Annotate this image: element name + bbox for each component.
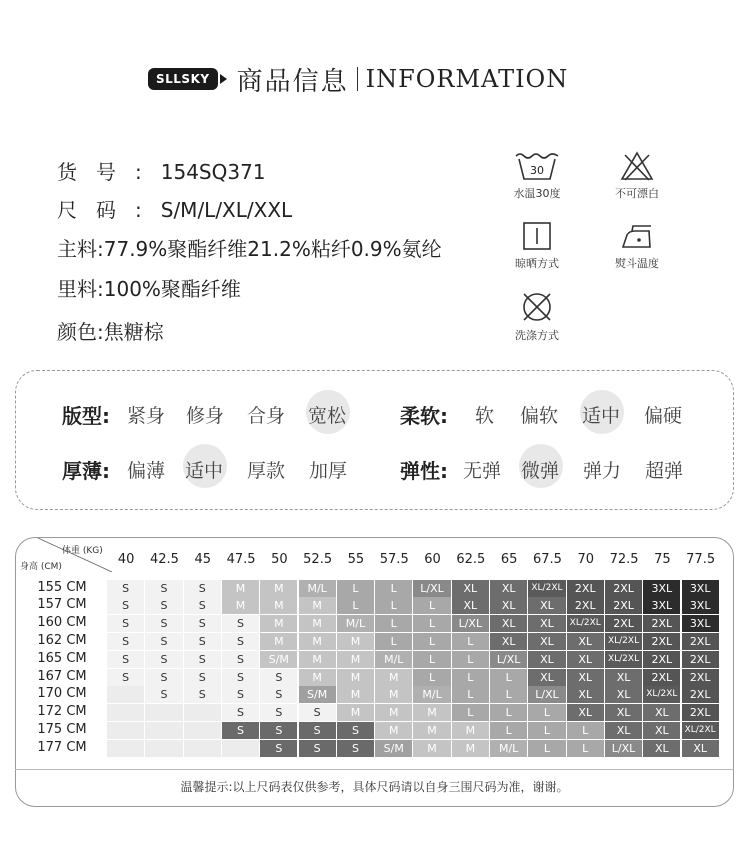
size-cell: 3XL [643,597,680,614]
size-cell: S [145,669,182,686]
size-cell: S [145,651,182,668]
size-cell: XL [567,633,604,650]
size-cell: S [299,722,336,739]
size-cell [145,740,182,757]
size-cell: S [260,686,297,703]
size-cell: XL [567,686,604,703]
size-cell: S [184,686,221,703]
size-cell: L [375,597,412,614]
size-cell: XL [490,597,527,614]
stretch-option-selected: 微弹 [521,460,560,482]
weight-col-header: 42.5 [149,552,179,567]
stretch-option: 无弹 [463,460,502,482]
size-cell: XL [567,704,604,721]
size-cell: XL [490,580,527,597]
size-label: 尺码: [57,198,161,222]
stretch-option: 弹力 [583,460,622,482]
size-cell: S [260,740,297,757]
size-cell: M [375,669,412,686]
dry-icon [520,220,554,252]
size-cell: XL [605,722,642,739]
size-cell: L [452,633,489,650]
size-cell: XL/2XL [567,615,604,632]
size-cell: M [260,633,297,650]
size-cell: L [375,633,412,650]
size-cell: L [567,722,604,739]
size-cell: S [145,580,182,597]
color-label: 颜色: [57,320,104,344]
size-cell: S [299,704,336,721]
size-cell: 2XL [567,580,604,597]
size-cell: S [107,633,144,650]
thickness-option: 偏薄 [127,460,166,482]
size-cell: L [337,597,374,614]
size-cell: L [413,597,450,614]
size-cell: L [413,633,450,650]
weight-col-header: 45 [194,552,212,567]
size-cell [184,722,221,739]
weight-col-header: 57.5 [379,552,409,567]
size-cell: XL [567,651,604,668]
size-cell: S [260,704,297,721]
care-iron-label: 熨斗温度 [615,257,659,270]
size-cell: M [337,686,374,703]
size-cell: M [413,740,450,757]
size-cell: 2XL [605,615,642,632]
thickness-label: 厚薄: [62,459,110,483]
size-cell: M/L [490,740,527,757]
size-cell [107,686,144,703]
size-cell: M [222,597,259,614]
weight-col-header: 47.5 [226,552,256,567]
size-cell: M [375,722,412,739]
care-dry [502,220,572,271]
height-row-header: 167 CM [37,668,87,684]
size-cell: S [222,633,259,650]
header [148,63,568,95]
size-cell: S [107,651,144,668]
size-cell: M [337,704,374,721]
size-cell: 2XL [682,669,719,686]
size-cell: L [528,704,565,721]
size-cell: L/XL [490,651,527,668]
softness-option: 偏硬 [644,405,683,427]
thickness-option-selected: 适中 [185,460,224,482]
size-cell: XL [490,633,527,650]
height-header: 身高 (CM) [20,562,62,572]
care-wash [502,150,572,201]
height-row-header: 162 CM [37,632,87,648]
softness-option: 偏软 [520,405,559,427]
size-cell: M [375,686,412,703]
size-cell: M [260,597,297,614]
size-cell: XL [605,669,642,686]
stretch-option: 超弹 [645,460,684,482]
size-cell: XL/2XL [528,580,565,597]
care-dry-label: 晾晒方式 [515,257,559,270]
size-cell: S [184,615,221,632]
softness-option: 软 [475,405,495,427]
size-cell [107,740,144,757]
size-cell: M [260,580,297,597]
svg-text:30: 30 [530,164,544,177]
size-cell: L [413,669,450,686]
lining-value: 100%聚酯纤维 [103,277,241,301]
title-en: INFORMATION [365,65,569,93]
size-cell: M [299,597,336,614]
size-cell: M [260,615,297,632]
size-cell: XL [682,740,719,757]
color-value: 焦糖棕 [103,320,164,344]
fit-label: 版型: [62,404,110,428]
item-no-value: 154SQ371 [160,160,266,184]
feature-box [15,370,734,510]
size-cell: 2XL [643,651,680,668]
size-cell: XL [528,597,565,614]
size-value: S/M/L/XL/XXL [160,198,293,222]
size-cell: S [107,597,144,614]
fit-option: 紧身 [127,405,166,427]
weight-col-header: 40 [117,552,135,567]
size-cell: S [222,686,259,703]
size-cell: M [452,740,489,757]
size-cell: M [299,651,336,668]
weight-col-header: 52.5 [303,552,333,567]
size-cell: S [260,722,297,739]
size-cell: L [375,580,412,597]
color-row [57,316,164,345]
size-cell: M [413,704,450,721]
size-cell: S [145,686,182,703]
weight-col-header: 60 [424,552,441,567]
size-cell: L [413,615,450,632]
size-cell: L/XL [605,740,642,757]
thickness-option: 厚款 [247,460,286,482]
material-label: 主料: [57,237,104,261]
size-cell: XL [567,669,604,686]
size-cell: XL [605,704,642,721]
softness-label: 柔软: [400,404,448,428]
height-row-header: 177 CM [37,739,87,755]
size-cell: XL [490,615,527,632]
size-cell: L [490,722,527,739]
size-cell: M [222,580,259,597]
size-cell: 3XL [682,615,719,632]
size-cell: S [222,669,259,686]
size-cell: 2XL [605,580,642,597]
size-cell: M [337,633,374,650]
care-bleach-label: 不可漂白 [615,187,659,200]
fit-option-selected: 宽松 [308,405,347,427]
size-cell: XL [643,704,680,721]
size-cell: S [107,615,144,632]
size-cell: S [184,669,221,686]
care-wash-label: 水温30度 [513,187,561,200]
size-cell: XL [643,740,680,757]
size-row [57,194,292,223]
size-cell: XL [528,651,565,668]
size-cell: L [490,686,527,703]
size-cell: S [184,597,221,614]
size-cell: S/M [299,686,336,703]
size-cell: XL/2XL [605,651,642,668]
size-cell: S [337,722,374,739]
item-no-label: 货号: [57,160,161,184]
logo-arrow-icon [220,74,227,84]
weight-col-header: 77.5 [686,552,716,567]
size-cell: 3XL [682,597,719,614]
care-washing-label: 洗涤方式 [515,329,559,342]
size-cell: XL/2XL [605,633,642,650]
size-cell: XL [452,597,489,614]
size-cell: L [528,722,565,739]
size-cell: XL [528,633,565,650]
size-cell: M [299,633,336,650]
size-cell: S [222,722,259,739]
size-cell: S/M [260,651,297,668]
size-cell: S [222,651,259,668]
weight-col-header: 55 [347,552,365,567]
size-cell: 2XL [682,651,719,668]
stretch-label: 弹性: [400,459,448,483]
size-cell: M/L [375,651,412,668]
iron-icon [619,220,655,252]
material-row [57,233,442,262]
title-cn: 商品信息 [236,66,349,97]
note-divider [15,769,734,770]
height-row-header: 160 CM [37,615,87,631]
no-dryclean-icon [519,290,555,324]
weight-col-header: 70 [577,552,595,567]
size-cell: L/XL [413,580,450,597]
size-cell: S [145,633,182,650]
size-cell: XL [528,615,565,632]
size-cell: L/XL [528,686,565,703]
size-cell: L [567,740,604,757]
size-cell: M [375,704,412,721]
size-cell: M [337,669,374,686]
size-note: 温馨提示:以上尺码表仅供参考，具体尺码请以自身三围尺码为准，谢谢。 [180,780,569,794]
size-cell: L [375,615,412,632]
size-cell: S [260,669,297,686]
size-cell: M/L [337,615,374,632]
fit-option: 合身 [247,405,286,427]
size-cell: XL/2XL [643,686,680,703]
size-cell: 2XL [643,669,680,686]
weight-header: 体重 (KG) [62,546,103,556]
item-no-row [57,156,266,185]
size-cell: L/XL [452,615,489,632]
size-cell: S [337,740,374,757]
size-cell: S [299,740,336,757]
size-cell: S [184,651,221,668]
fit-option: 修身 [186,405,225,427]
size-cell: S [107,580,144,597]
size-cell: M [452,722,489,739]
size-cell: 3XL [643,580,680,597]
size-cell: L [490,669,527,686]
size-cell: M [299,615,336,632]
size-cell [184,740,221,757]
care-iron [602,220,672,271]
height-row-header: 165 CM [37,650,87,666]
title-divider [357,67,358,91]
thickness-option: 加厚 [309,460,348,482]
size-cell: L [452,704,489,721]
size-cell: L [528,740,565,757]
size-cell: XL/2XL [682,722,719,739]
weight-col-header: 75 [654,552,671,567]
weight-col-header: 67.5 [532,552,562,567]
size-cell: S [145,597,182,614]
material-value: 77.9%聚酯纤维21.2%粘纤0.9%氨纶 [103,237,442,261]
size-cell: S/M [375,740,412,757]
size-cell: L [452,669,489,686]
height-row-header: 157 CM [37,597,87,613]
size-cell: XL [643,722,680,739]
height-row-header: 175 CM [37,721,87,737]
lining-label: 里料: [57,277,104,301]
size-cell: S [184,580,221,597]
size-cell [145,722,182,739]
height-row-header: 172 CM [37,704,87,720]
size-cell: 2XL [682,686,719,703]
size-cell: L [490,704,527,721]
care-bleach [602,150,672,201]
size-cell: 2XL [567,597,604,614]
size-cell: M/L [299,580,336,597]
weight-col-header: 62.5 [456,552,486,567]
no-bleach-icon [619,150,655,182]
brand-logo: SLLSKY [148,68,218,90]
size-cell: 2XL [643,633,680,650]
size-cell: 2XL [643,615,680,632]
size-cell: L [337,580,374,597]
height-row-header: 170 CM [37,686,87,702]
height-row-header: 155 CM [37,579,87,595]
size-cell [145,704,182,721]
size-cell [184,704,221,721]
size-cell: XL [452,580,489,597]
weight-col-header: 65 [500,552,518,567]
size-cell: 2XL [682,704,719,721]
size-cell: 2XL [682,633,719,650]
size-cell: 3XL [682,580,719,597]
size-cell: L [413,651,450,668]
weight-col-header: 72.5 [609,552,639,567]
size-cell: S [184,633,221,650]
size-cell: XL [605,686,642,703]
lining-row [57,273,241,302]
size-cell [107,722,144,739]
size-cell [222,740,259,757]
size-cell [107,704,144,721]
size-cell: L [452,651,489,668]
softness-option-selected: 适中 [582,405,621,427]
size-cell: L [452,686,489,703]
weight-col-header: 50 [271,552,288,567]
care-washing [502,290,572,343]
size-cell: S [222,704,259,721]
size-cell: 2XL [605,597,642,614]
size-cell: M [337,651,374,668]
size-cell: XL [528,669,565,686]
size-cell: M [299,669,336,686]
size-cell: M [413,722,450,739]
size-cell: S [145,615,182,632]
size-cell: S [107,669,144,686]
size-cell: S [222,615,259,632]
wash-30-icon [514,150,560,182]
size-cell: M/L [413,686,450,703]
